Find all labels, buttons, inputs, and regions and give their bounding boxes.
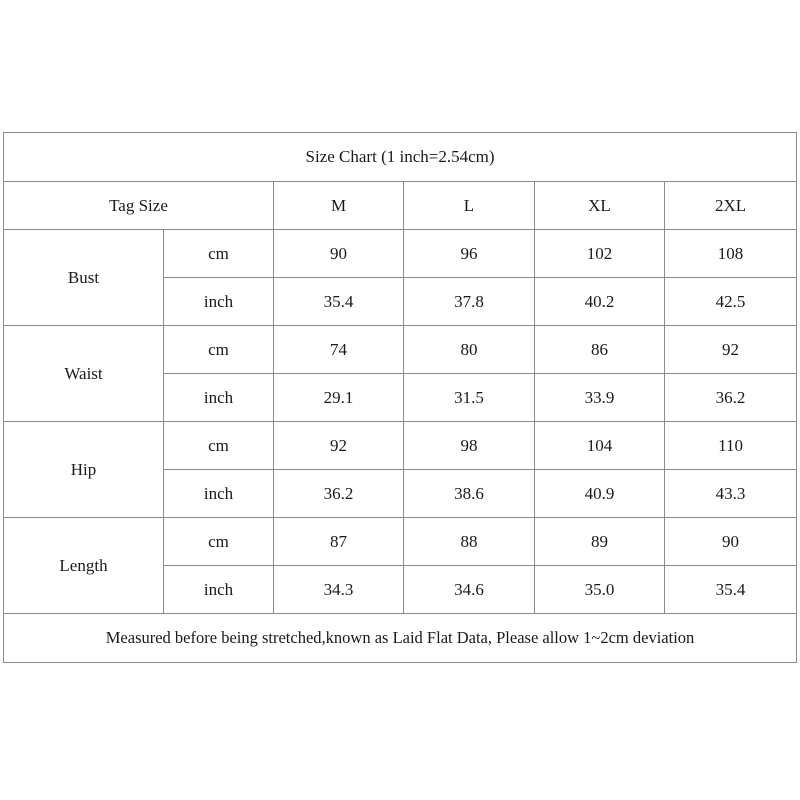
measurement-value: 35.4	[665, 566, 797, 614]
measurement-value: 35.0	[535, 566, 665, 614]
measurement-value: 31.5	[404, 374, 535, 422]
size-header-l: L	[404, 182, 535, 230]
measurement-value: 108	[665, 230, 797, 278]
unit-label: inch	[164, 566, 274, 614]
size-header-2xl: 2XL	[665, 182, 797, 230]
size-header-m: M	[274, 182, 404, 230]
unit-label: inch	[164, 374, 274, 422]
unit-label: cm	[164, 518, 274, 566]
measurement-value: 29.1	[274, 374, 404, 422]
measurement-value: 92	[274, 422, 404, 470]
chart-title: Size Chart (1 inch=2.54cm)	[4, 133, 797, 182]
measurement-value: 36.2	[665, 374, 797, 422]
measurement-value: 33.9	[535, 374, 665, 422]
measurement-value: 34.6	[404, 566, 535, 614]
measurement-value: 40.9	[535, 470, 665, 518]
unit-label: cm	[164, 422, 274, 470]
table-row	[4, 422, 797, 470]
table-row	[4, 518, 797, 566]
header-row	[4, 182, 797, 230]
size-header-xl: XL	[535, 182, 665, 230]
table-row	[4, 326, 797, 374]
unit-label: inch	[164, 470, 274, 518]
measurement-value: 110	[665, 422, 797, 470]
unit-label: cm	[164, 326, 274, 374]
unit-label: cm	[164, 230, 274, 278]
measurement-value: 80	[404, 326, 535, 374]
measurement-value: 104	[535, 422, 665, 470]
table-row	[4, 230, 797, 278]
measurement-value: 37.8	[404, 278, 535, 326]
measurement-value: 90	[665, 518, 797, 566]
tag-size-label: Tag Size	[4, 182, 274, 230]
measurement-value: 35.4	[274, 278, 404, 326]
measurement-value: 86	[535, 326, 665, 374]
measurement-value: 88	[404, 518, 535, 566]
measurement-name: Hip	[4, 422, 164, 518]
measurement-value: 42.5	[665, 278, 797, 326]
measurement-name: Waist	[4, 326, 164, 422]
measurement-name: Length	[4, 518, 164, 614]
measurement-value: 96	[404, 230, 535, 278]
measurement-value: 36.2	[274, 470, 404, 518]
measurement-value: 92	[665, 326, 797, 374]
measurement-value: 102	[535, 230, 665, 278]
measurement-value: 74	[274, 326, 404, 374]
title-row	[4, 133, 797, 182]
size-chart-table	[3, 132, 797, 663]
footer-note-row	[4, 614, 797, 663]
footer-note: Measured before being stretched,known as Laid Flat Data, Please allow 1~2cm deviation	[4, 614, 797, 663]
size-chart-container	[3, 132, 797, 663]
measurement-value: 87	[274, 518, 404, 566]
measurement-name: Bust	[4, 230, 164, 326]
measurement-value: 89	[535, 518, 665, 566]
unit-label: inch	[164, 278, 274, 326]
measurement-value: 98	[404, 422, 535, 470]
measurement-value: 38.6	[404, 470, 535, 518]
measurement-value: 43.3	[665, 470, 797, 518]
measurement-value: 90	[274, 230, 404, 278]
measurement-value: 40.2	[535, 278, 665, 326]
measurement-value: 34.3	[274, 566, 404, 614]
